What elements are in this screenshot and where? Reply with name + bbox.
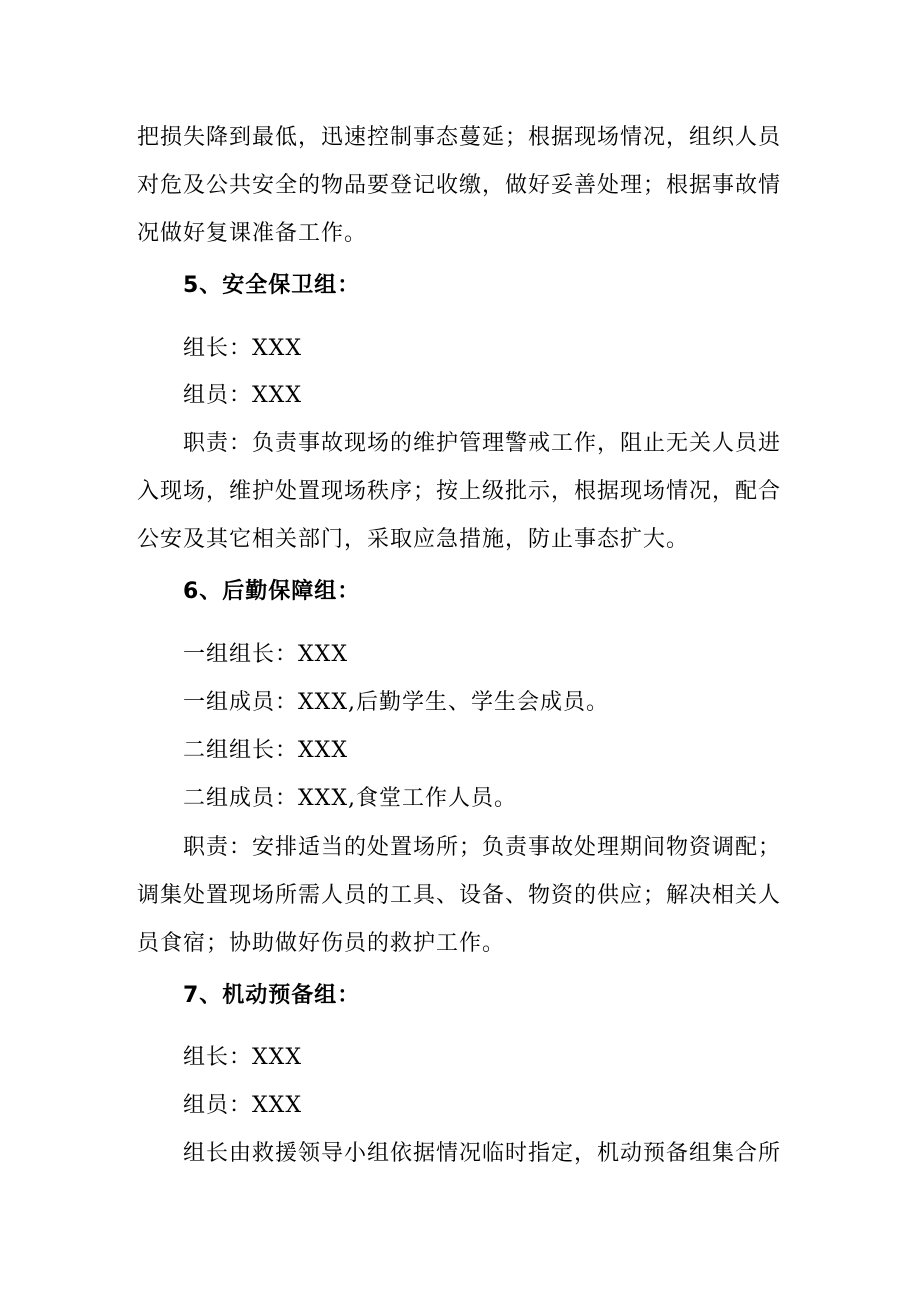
body-text-line: 组长由救援领导小组依据情况临时指定，机动预备组集合所 <box>183 1141 782 1166</box>
group-leader-line: 二组组长：XXX <box>183 738 348 763</box>
group-leader-line: 组长：XXX <box>183 1045 302 1070</box>
body-text-line: 调集处置现场所需人员的工具、设备、物资的供应；解决相关人 <box>137 883 782 908</box>
section-heading-security: 5、安全保卫组： <box>183 273 361 298</box>
section-heading-logistics: 6、后勤保障组： <box>183 579 361 604</box>
body-text-line: 入现场，维护处置现场秩序；按上级批示，根据现场情况，配合 <box>137 479 782 504</box>
group-leader-line: 组长：XXX <box>183 336 302 361</box>
group-member-line: 一组成员：XXX,后勤学生、学生会成员。 <box>183 690 609 715</box>
section-heading-reserve: 7、机动预备组： <box>183 983 361 1008</box>
group-leader-line: 一组组长：XXX <box>183 642 348 667</box>
body-text-line: 员食宿；协助做好伤员的救护工作。 <box>137 931 506 956</box>
body-text-line: 况做好复课准备工作。 <box>137 221 368 246</box>
group-member-line: 二组成员：XXX,食堂工作人员。 <box>183 786 517 811</box>
body-text-line: 公安及其它相关部门，采取应急措施，防止事态扩大。 <box>137 527 690 552</box>
group-member-line: 组员：XXX <box>183 1093 302 1118</box>
duty-text-line: 职责：负责事故现场的维护管理警戒工作，阻止无关人员进 <box>183 431 782 456</box>
body-text-line: 对危及公共安全的物品要登记收缴，做好妥善处理；根据事故情 <box>137 173 782 198</box>
duty-text-line: 职责：安排适当的处置场所；负责事故处理期间物资调配； <box>183 835 782 860</box>
body-text-line: 把损失降到最低，迅速控制事态蔓延；根据现场情况，组织人员 <box>137 125 782 150</box>
group-member-line: 组员：XXX <box>183 383 302 408</box>
